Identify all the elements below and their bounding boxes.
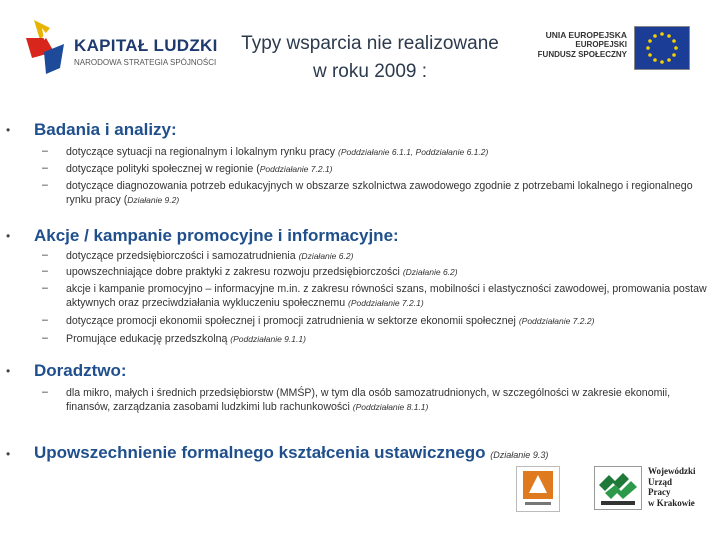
item-text: dotyczące sytuacji na regionalnym i lokalnym rynku pracy <box>66 146 339 158</box>
dash: – <box>42 179 48 191</box>
bullet: • <box>6 229 11 243</box>
kapital-ludzki-logo <box>24 18 218 78</box>
dash: – <box>42 314 48 326</box>
kapital-ludzki-star-icon <box>24 18 70 78</box>
wup-logo <box>594 466 642 510</box>
item-text: dla mikro, małych i średnich przedsiębiorstw (MMŚP), w tym dla osób samozatrudnionych, w szczególności w zakresie ekonomii, finansów, zarządzania zasobami ludzkimi lub rachunkowości <box>66 387 671 413</box>
item-text: dotyczące polityki społecznej w regionie ( <box>66 163 260 175</box>
bullet: • <box>6 364 11 378</box>
title-line-2: w roku 2009 : <box>312 61 428 82</box>
item-text: dotyczące przedsiębiorczości i samozatrudnienia <box>66 250 299 262</box>
eu-label <box>535 30 627 60</box>
list-item <box>66 145 711 159</box>
section-heading-campaigns: Akcje / kampanie promocyjne i informacyjne: <box>34 226 399 245</box>
eu-line-2: EUROPEJSKI <box>575 40 627 49</box>
section-heading-education <box>34 443 548 463</box>
dash: – <box>42 386 48 398</box>
list-item <box>66 282 711 310</box>
item-text: akcje i kampanie promocyjno – informacyjne m.in. z zakresu równości szans, mobilności i elastyczności zawodowej, promowania postaw aktywnych oraz przeciwdziałania wykluczeniu społecznemu <box>66 283 707 309</box>
dash: – <box>42 282 48 294</box>
section-heading-consulting: Doradztwo: <box>34 361 127 380</box>
wup-name <box>648 466 718 508</box>
item-text: upowszechniające dobre praktyki z zakresu rozwoju przedsiębiorczości <box>66 266 403 278</box>
brand-name: KAPITAŁ LUDZKI <box>74 36 218 55</box>
dash: – <box>42 332 48 344</box>
list-item <box>66 314 711 328</box>
list-item <box>66 249 711 263</box>
item-text: dotyczące promocji ekonomii społecznej i promocji zatrudnienia w sektorze ekonomii społecznej <box>66 315 519 327</box>
dash: – <box>42 145 48 157</box>
wup-line-1: Wojewódzki <box>648 466 696 476</box>
item-ref: (Poddziałanie 9.1.1) <box>230 334 306 344</box>
item-ref: (Działanie 6.2) <box>298 251 354 261</box>
eu-line-3: FUNDUSZ SPOŁECZNY <box>537 50 627 59</box>
item-ref: (Poddziałanie 6.1.1, Poddziałanie 6.1.2) <box>338 147 489 157</box>
bullet: • <box>6 447 11 461</box>
dash: – <box>42 162 48 174</box>
dash: – <box>42 265 48 277</box>
item-ref: (Działanie 6.2) <box>402 267 458 277</box>
wup-line-4: w Krakowie <box>648 497 695 508</box>
title-line-1: Typy wsparcia nie realizowane <box>241 33 499 54</box>
wup-emblem-icon <box>595 467 641 509</box>
list-item <box>66 179 711 207</box>
brand-subtitle: NARODOWA STRATEGIA SPÓJNOŚCI <box>74 58 217 67</box>
item-ref: (Poddziałanie 7.2.1) <box>348 298 424 308</box>
item-ref: (Poddziałanie 8.1.1) <box>352 402 429 412</box>
malopolska-logo <box>516 466 560 512</box>
malopolska-emblem-icon <box>517 467 559 511</box>
list-item <box>66 332 711 346</box>
list-item <box>66 386 711 414</box>
section-heading-research: Badania i analizy: <box>34 120 177 139</box>
wup-line-2: Urząd <box>648 476 672 487</box>
dash: – <box>42 249 48 261</box>
wup-line-3: Pracy <box>648 487 671 497</box>
item-text: dotyczące diagnozowania potrzeb edukacyjnych w obszarze szkolnictwa zawodowego zgodnie z potrzebami lokalnego i regionalnego rynku pracy ( <box>66 180 693 206</box>
item-text: Promujące edukację przedszkolną <box>66 333 231 345</box>
heading-ref: (Działanie 9.3) <box>490 450 549 460</box>
list-item <box>66 265 711 279</box>
eu-flag-icon <box>634 26 690 70</box>
bullet: • <box>6 123 11 137</box>
heading-text: Upowszechnienie formalnego kształcenia ustawicznego <box>34 443 486 462</box>
eu-line-1: UNIA EUROPEJSKA <box>545 30 627 40</box>
page-title <box>190 30 550 86</box>
item-ref: Działanie 9.2) <box>127 195 180 205</box>
list-item <box>66 162 711 176</box>
item-ref: Poddziałanie 7.2.1) <box>259 164 333 174</box>
item-ref: (Poddziałanie 7.2.2) <box>518 316 595 326</box>
